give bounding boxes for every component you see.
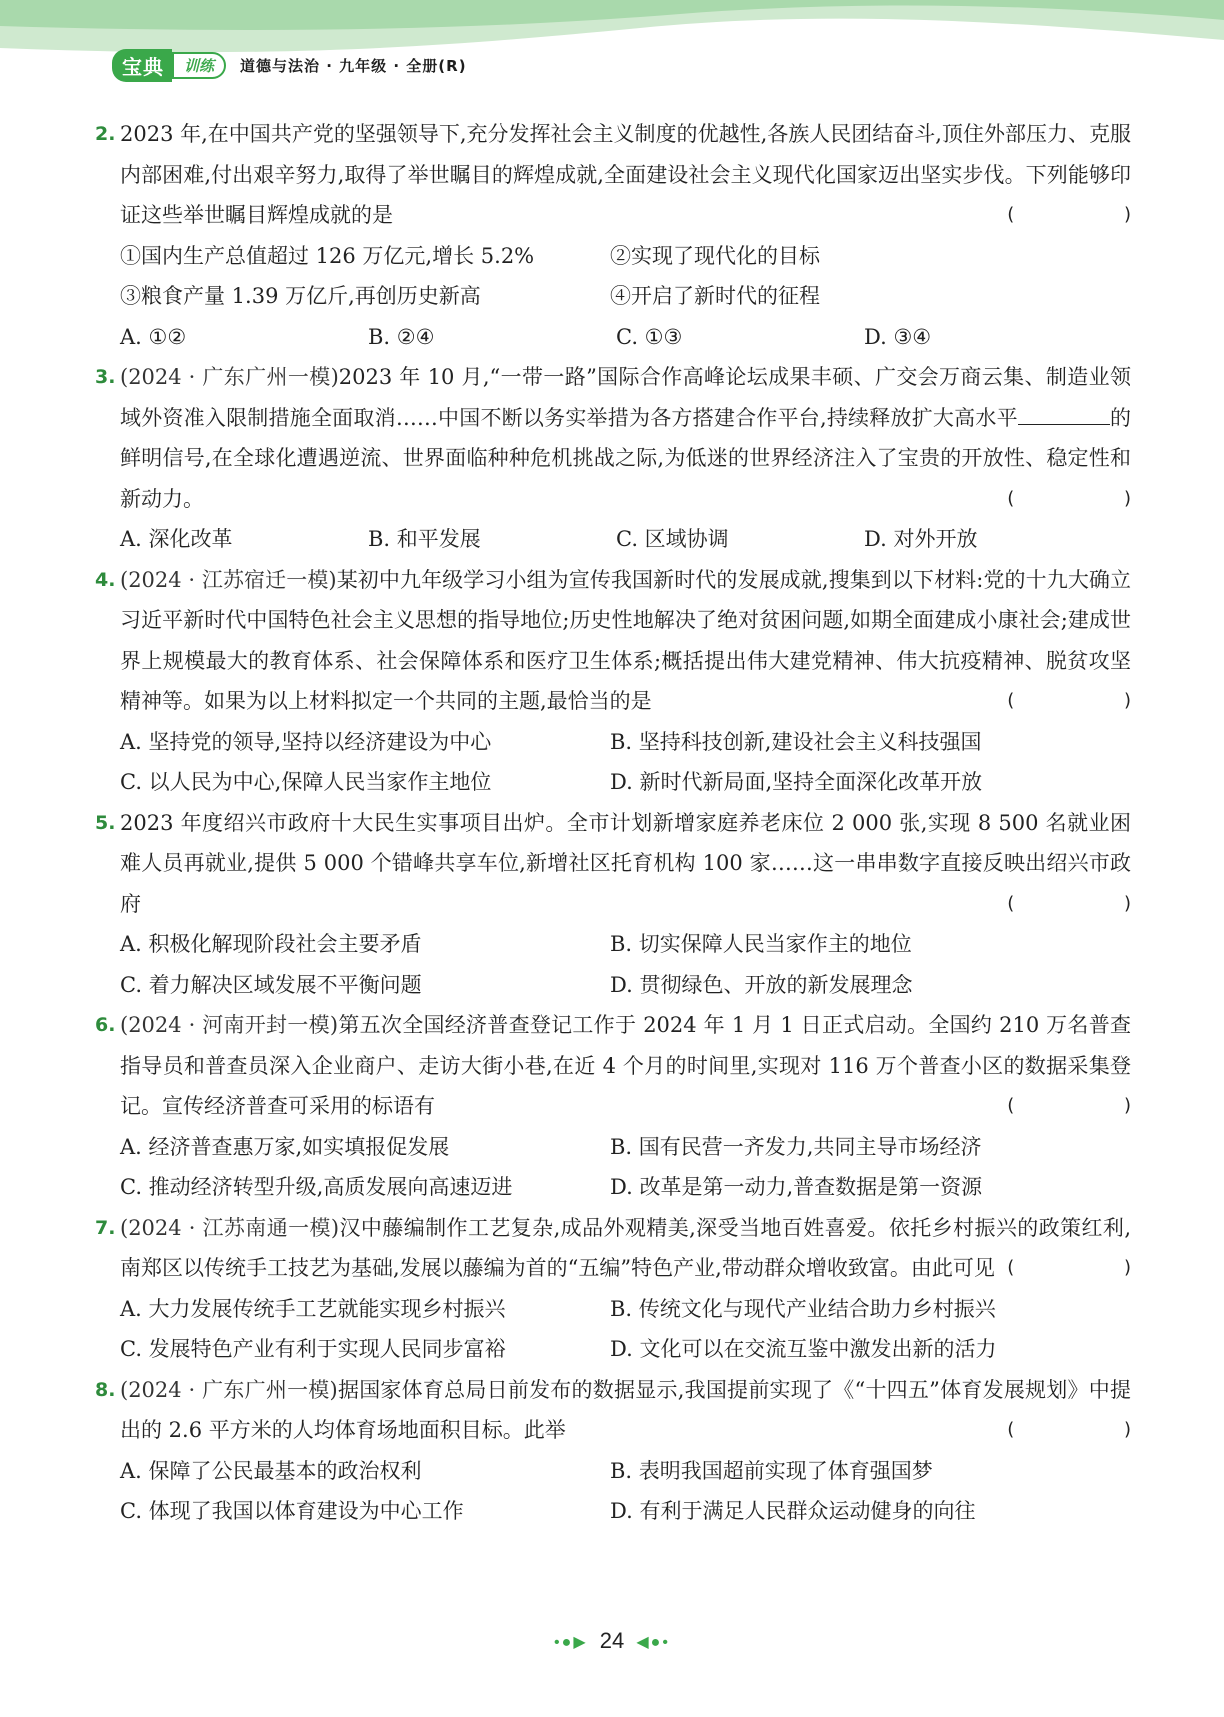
question-number: 6. (95, 1014, 116, 1036)
question-stem: 2023 年度绍兴市政府十大民生实事项目出炉。全市计划新增家庭养老床位 2 000 张,实现 8 500 名就业困难人员再就业,提供 5 000 个错峰共享车位,新增社区托育机构 100 家……这一串串数字直接反映出绍兴市政府 ( ) (95, 803, 1131, 925)
options-row (95, 1289, 1131, 1330)
options-row (95, 762, 1131, 803)
statement: ④开启了新时代的征程 (610, 284, 820, 308)
question-source: (2024 · 广东广州一模) (120, 1377, 338, 1402)
option-b[interactable]: B. 坚持科技创新,建设社会主义科技强国 (610, 729, 982, 754)
question-source: (2024 · 河南开封一模) (120, 1013, 339, 1037)
page-number: 24 (599, 1628, 625, 1653)
options-row (95, 1451, 1131, 1492)
question-list (95, 114, 1183, 1532)
question-2 (95, 114, 1183, 357)
option-b[interactable]: B. 传统文化与现代产业结合助力乡村振兴 (610, 1296, 996, 1321)
option-b[interactable]: B. 国有民营一齐发力,共同主导市场经济 (610, 1134, 982, 1159)
question-8 (95, 1370, 1183, 1532)
question-stem: (2024 · 广东广州一模)据国家体育总局日前发布的数据显示,我国提前实现了《“十四五”体育发展规划》中提出的 2.6 平方米的人均体育场地面积目标。此举 ( ) (95, 1370, 1131, 1451)
options-row (95, 965, 1131, 1006)
fill-blank (1018, 398, 1110, 425)
option-b[interactable]: B. 表明我国超前实现了体育强国梦 (610, 1458, 933, 1483)
option-d[interactable]: D. 贯彻绿色、开放的新发展理念 (610, 972, 913, 997)
option-b[interactable]: B. 和平发展 (368, 527, 481, 551)
option-c[interactable]: C. ①③ (616, 324, 683, 349)
question-source: (2024 · 广东广州一模) (120, 365, 339, 389)
option-c[interactable]: C. 推动经济转型升级,高质发展向高速迈进 (120, 1175, 513, 1199)
question-4 (95, 560, 1183, 803)
arrow-left-icon: ◀●• (636, 1634, 670, 1652)
option-a[interactable]: A. 大力发展传统手工艺就能实现乡村振兴 (120, 1296, 506, 1321)
arrow-right-icon: •●▶ (554, 1634, 588, 1652)
statement: ③粮食产量 1.39 万亿斤,再创历史新高 (120, 284, 481, 308)
option-d[interactable]: D. 对外开放 (864, 527, 978, 551)
options-row (95, 1167, 1131, 1208)
option-a[interactable]: A. ①② (120, 324, 187, 349)
answer-bracket: ( ) (1007, 204, 1183, 225)
option-b[interactable]: B. ②④ (368, 324, 435, 349)
question-stem: (2024 · 江苏南通一模)汉中藤编制作工艺复杂,成品外观精美,深受当地百姓喜爱。依托乡村振兴的政策红利,南郑区以传统手工技艺为基础,发展以藤编为首的“五编”特色产业,带动群众增收致富。由此可见 ( ) (95, 1208, 1131, 1289)
option-d[interactable]: D. ③④ (864, 324, 932, 349)
option-d[interactable]: D. 文化可以在交流互鉴中激发出新的活力 (610, 1337, 997, 1361)
options-row (95, 1329, 1131, 1370)
question-stem: 2023 年,在中国共产党的坚强领导下,充分发挥社会主义制度的优越性,各族人民团结奋斗,顶住外部压力、克服内部困难,付出艰辛努力,取得了举世瞩目的辉煌成就,全面建设社会主义现代化国家迈出坚实步伐。下列能够印证这些举世瞩目辉煌成就的是 ( ) (95, 114, 1131, 236)
answer-bracket: ( ) (1007, 1095, 1183, 1116)
options-row (95, 317, 1131, 358)
question-number: 4. (95, 568, 116, 591)
options-row (95, 722, 1131, 763)
options-row (95, 924, 1131, 965)
answer-bracket: ( ) (1007, 892, 1183, 914)
statement: ②实现了现代化的目标 (610, 243, 820, 268)
option-a[interactable]: A. 积极化解现阶段社会主要矛盾 (120, 932, 422, 956)
header-brand (112, 50, 467, 80)
question-number: 3. (95, 366, 116, 388)
question-7 (95, 1208, 1183, 1370)
statements-row (95, 276, 1131, 317)
question-number: 5. (95, 811, 116, 834)
option-c[interactable]: C. 区域协调 (616, 527, 729, 551)
option-d[interactable]: D. 有利于满足人民群众运动健身的向往 (610, 1499, 976, 1523)
option-a[interactable]: A. 保障了公民最基本的政治权利 (120, 1458, 422, 1483)
brand-subtitle: 训练 (172, 52, 226, 79)
question-stem: (2024 · 河南开封一模)第五次全国经济普查登记工作于 2024 年 1 月 1 日正式启动。全国约 210 万名普查指导员和普查员深入企业商户、走访大街小巷,在近 4 个月的时间里,实现对 116 万个普查小区的数据采集登记。宣传经济普查可采用的标语有 ( ) (95, 1005, 1131, 1127)
question-source: (2024 · 江苏宿迁一模) (120, 567, 337, 592)
question-number: 2. (95, 123, 116, 145)
book-subject: 道德与法治 · 九年级 · 全册(R) (240, 56, 467, 75)
options-row (95, 1127, 1131, 1168)
brand-logo: 宝典 (112, 49, 172, 82)
answer-bracket: ( ) (1007, 690, 1183, 711)
option-c[interactable]: C. 以人民为中心,保障人民当家作主地位 (120, 770, 492, 794)
question-stem: (2024 · 江苏宿迁一模)某初中九年级学习小组为宣传我国新时代的发展成就,搜集到以下材料:党的十九大确立习近平新时代中国特色社会主义思想的指导地位;历史性地解决了绝对贫困问题,如期全面建成小康社会;建成世界上规模最大的教育体系、社会保障体系和医疗卫生体系;概括提出伟大建党精神、伟大抗疫精神、脱贫攻坚精神等。如果为以上材料拟定一个共同的主题,最恰当的是 ( ) (95, 560, 1131, 722)
option-b[interactable]: B. 切实保障人民当家作主的地位 (610, 932, 912, 956)
option-a[interactable]: A. 坚持党的领导,坚持以经济建设为中心 (120, 729, 492, 754)
options-row (95, 1491, 1131, 1532)
option-c[interactable]: C. 着力解决区域发展不平衡问题 (120, 972, 422, 997)
option-d[interactable]: D. 新时代新局面,坚持全面深化改革开放 (610, 770, 983, 794)
question-6 (95, 1005, 1183, 1208)
question-3 (95, 357, 1183, 560)
statements-row (95, 236, 1131, 277)
answer-bracket: ( ) (1007, 487, 1183, 509)
question-5 (95, 803, 1183, 1006)
option-a[interactable]: A. 深化改革 (120, 527, 233, 551)
option-c[interactable]: C. 发展特色产业有利于实现人民同步富裕 (120, 1337, 506, 1361)
answer-bracket: ( ) (1007, 1257, 1183, 1278)
statement: ①国内生产总值超过 126 万亿元,增长 5.2% (120, 243, 535, 268)
option-a[interactable]: A. 经济普查惠万家,如实填报促发展 (120, 1134, 450, 1159)
options-row (95, 519, 1131, 560)
answer-bracket: ( ) (1007, 1419, 1183, 1440)
page-footer (0, 1628, 1224, 1654)
question-stem: (2024 · 广东广州一模)2023 年 10 月,“一带一路”国际合作高峰论坛成果丰硕、广交会万商云集、制造业领域外资准入限制措施全面取消……中国不断以务实举措为各方搭建合作平台,持续释放扩大高水平 的鲜明信号,在全球化遭遇逆流、世界面临种种危机挑战之际,为低迷的世界经济注入了宝贵的开放性、稳定性和新动力。 ( ) (95, 357, 1131, 519)
question-number: 8. (95, 1378, 116, 1401)
option-d[interactable]: D. 改革是第一动力,普查数据是第一资源 (610, 1175, 983, 1199)
question-source: (2024 · 江苏南通一模) (120, 1215, 340, 1240)
option-c[interactable]: C. 体现了我国以体育建设为中心工作 (120, 1499, 464, 1523)
question-number: 7. (95, 1216, 116, 1239)
